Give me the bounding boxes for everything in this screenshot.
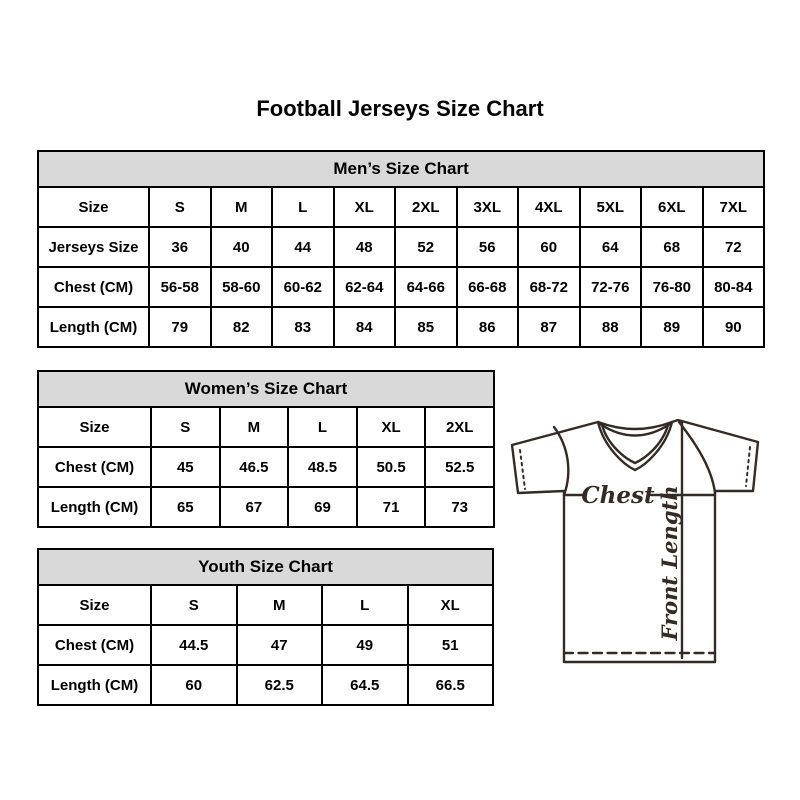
cell: 68-72 [518,267,580,307]
row-label: Length (CM) [38,487,151,527]
jersey-measurement-diagram [498,403,768,668]
row-label: Length (CM) [38,665,151,705]
page-title: Football Jerseys Size Chart [256,96,544,121]
cell: XL [408,585,494,625]
jersey-body-outline [512,420,758,662]
cell: 47 [237,625,323,665]
row-label: Size [38,585,151,625]
cell: 44 [272,227,334,267]
cell: 67 [220,487,289,527]
cell: 62-64 [334,267,396,307]
cell: 66-68 [457,267,519,307]
jersey-right-sleeve-seam [679,422,715,493]
cell: 72-76 [580,267,642,307]
cell: 85 [395,307,457,347]
table-row [38,407,494,447]
cell: 40 [211,227,273,267]
cell: S [151,407,220,447]
cell: XL [357,407,426,447]
cell: L [322,585,408,625]
table-title-row [38,549,493,585]
cell: 68 [641,227,703,267]
cell: 2XL [425,407,494,447]
womens-size-table [37,370,495,528]
table-row [38,585,493,625]
table-title: Men’s Size Chart [38,151,764,187]
cell: 65 [151,487,220,527]
cell: 51 [408,625,494,665]
jersey-illustration [498,403,768,668]
row-label: Size [38,187,149,227]
table-title: Women’s Size Chart [38,371,494,407]
cell: 71 [357,487,426,527]
cell: 56-58 [149,267,211,307]
table-row [38,187,764,227]
cell: 2XL [395,187,457,227]
table-title-row [38,371,494,407]
cell: 86 [457,307,519,347]
cell: L [288,407,357,447]
table-row [38,447,494,487]
cell: 52.5 [425,447,494,487]
cell: 88 [580,307,642,347]
table-row [38,665,493,705]
cell: 66.5 [408,665,494,705]
cell: 90 [703,307,765,347]
row-label: Chest (CM) [38,447,151,487]
cell: 84 [334,307,396,347]
cell: 46.5 [220,447,289,487]
chest-label: Chest [581,482,655,509]
row-label: Length (CM) [38,307,149,347]
cell: 48 [334,227,396,267]
cell: 64 [580,227,642,267]
cell: 7XL [703,187,765,227]
cell: 82 [211,307,273,347]
cell: 60 [151,665,237,705]
cell: 76-80 [641,267,703,307]
cell: 83 [272,307,334,347]
cell: XL [334,187,396,227]
cell: M [237,585,323,625]
cell: 62.5 [237,665,323,705]
table-title: Youth Size Chart [38,549,493,585]
cell: 60 [518,227,580,267]
cell: 36 [149,227,211,267]
cell: 56 [457,227,519,267]
cell: 89 [641,307,703,347]
table-row [38,267,764,307]
cell: M [211,187,273,227]
cell: M [220,407,289,447]
jersey-right-cuff-stitch [746,447,750,486]
table-title-row [38,151,764,187]
cell: 6XL [641,187,703,227]
jersey-left-sleeve-seam [554,427,568,495]
row-label: Chest (CM) [38,267,149,307]
cell: 3XL [457,187,519,227]
table-row [38,625,493,665]
cell: 87 [518,307,580,347]
cell: 50.5 [357,447,426,487]
cell: 80-84 [703,267,765,307]
jersey-left-cuff-stitch [520,450,525,489]
cell: 4XL [518,187,580,227]
cell: 52 [395,227,457,267]
cell: 64.5 [322,665,408,705]
row-label: Chest (CM) [38,625,151,665]
cell: 73 [425,487,494,527]
table-row [38,487,494,527]
cell: L [272,187,334,227]
cell: 58-60 [211,267,273,307]
cell: 72 [703,227,765,267]
row-label: Jerseys Size [38,227,149,267]
cell: 44.5 [151,625,237,665]
table-row [38,307,764,347]
front-length-label: Front Length [657,485,682,641]
cell: 48.5 [288,447,357,487]
table-row [38,227,764,267]
cell: S [149,187,211,227]
cell: 69 [288,487,357,527]
cell: 60-62 [272,267,334,307]
cell: 5XL [580,187,642,227]
cell: 49 [322,625,408,665]
youth-size-table [37,548,494,706]
cell: S [151,585,237,625]
mens-size-table [37,150,765,348]
cell: 79 [149,307,211,347]
row-label: Size [38,407,151,447]
cell: 64-66 [395,267,457,307]
cell: 45 [151,447,220,487]
